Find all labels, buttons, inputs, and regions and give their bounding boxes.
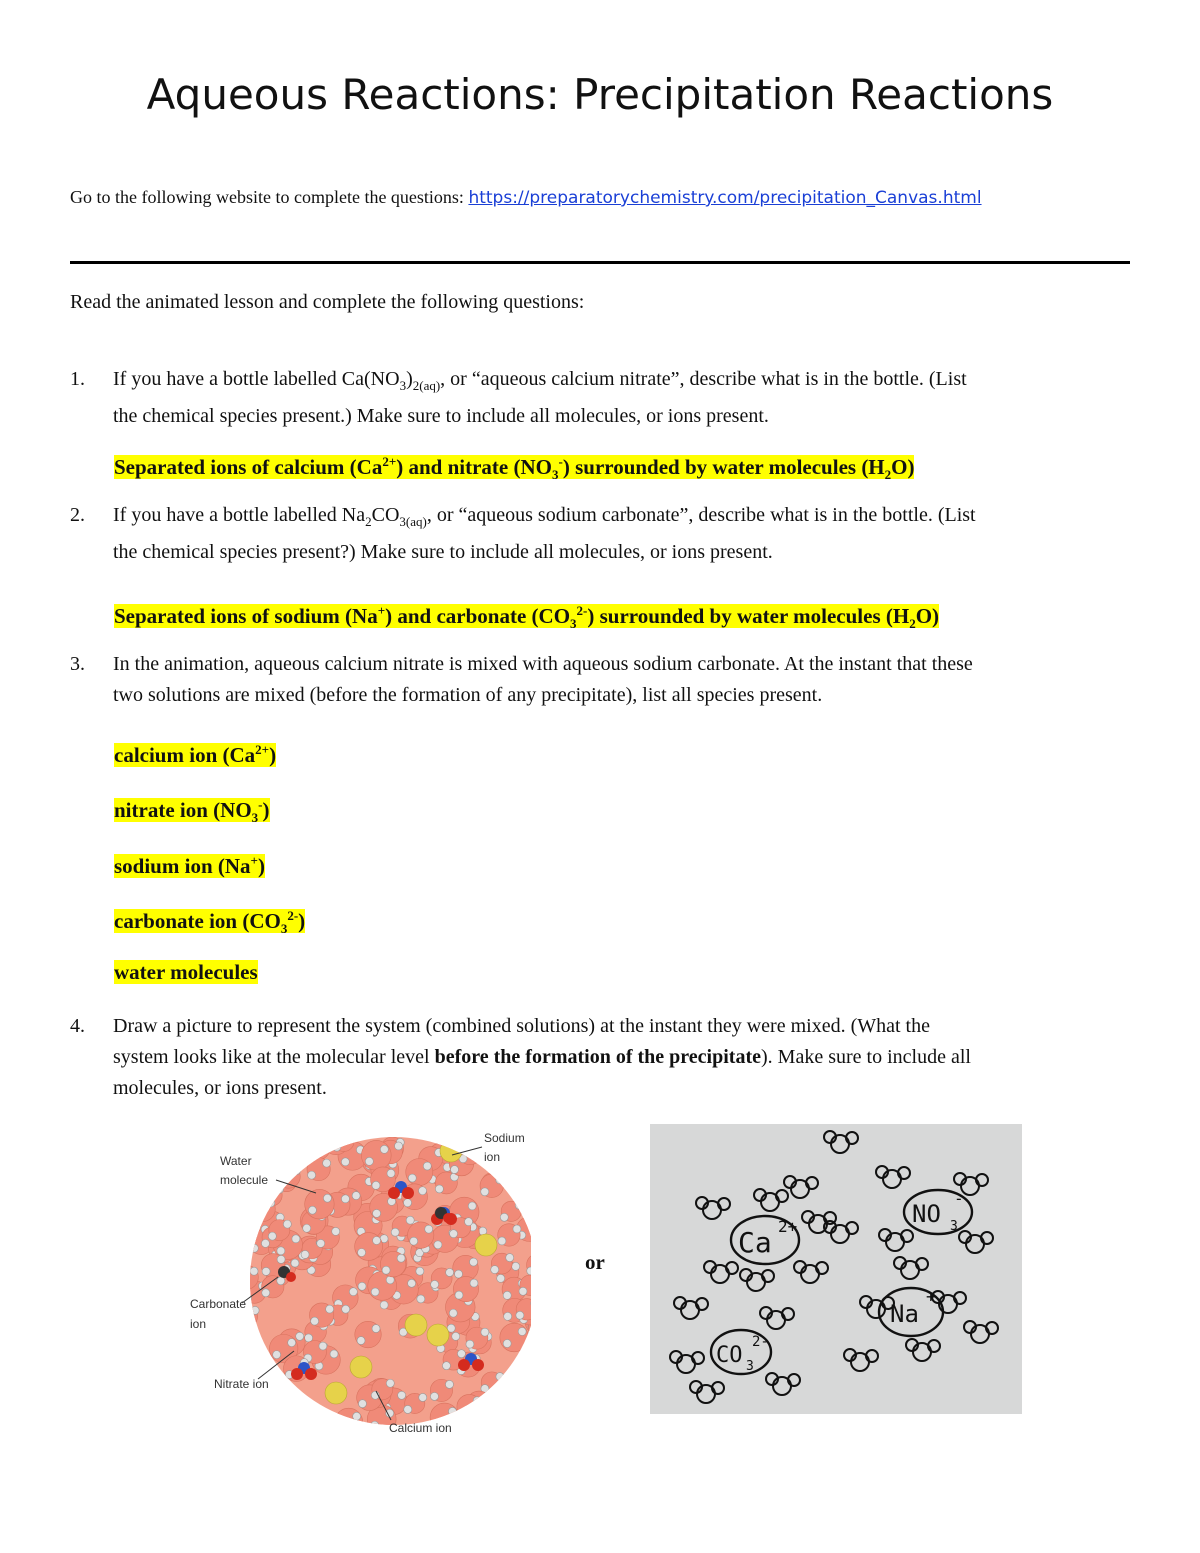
hydrogen-atom: [260, 1197, 268, 1205]
hydrogen-atom: [435, 1185, 443, 1193]
hydrogen-atom: [252, 1211, 260, 1219]
hydrogen-atom: [271, 1401, 279, 1409]
hydrogen-atom: [236, 1318, 244, 1326]
nitrate-charge: -: [954, 1189, 964, 1208]
sodium-ion: [440, 1140, 462, 1162]
hydrogen-atom: [512, 1262, 520, 1270]
hydrogen-atom: [455, 1270, 463, 1278]
hydrogen-atom: [430, 1392, 438, 1400]
hydrogen-atom: [236, 1425, 244, 1433]
hydrogen-atom: [519, 1287, 527, 1295]
hydrogen-atom: [515, 1201, 523, 1209]
hydrogen-atom: [319, 1135, 327, 1143]
q3-answer-nitrate: nitrate ion $(NO_3^-)$: [114, 797, 270, 826]
hydrogen-atom: [293, 1167, 301, 1175]
hydrogen-atom: [371, 1421, 379, 1429]
hydrogen-atom: [404, 1405, 412, 1413]
hydrogen-atom: [417, 1295, 425, 1303]
hydrogen-atom: [380, 1301, 388, 1309]
hydrogen-atom: [308, 1171, 316, 1179]
nitrate-subscript: 3: [950, 1219, 958, 1234]
hydrogen-atom: [265, 1401, 273, 1409]
q1-text: If you have a bottle labelled $Ca(NO_3)_{2(aq)}$, or “aqueous calcium nitrate”, describe what is in the bottle. (List the chemical species present.) Make sure to include all molecules, or ions present.: [113, 368, 967, 427]
hydrogen-atom: [496, 1176, 504, 1184]
hydrogen-atom: [513, 1225, 521, 1233]
hydrogen-atom: [259, 1141, 267, 1149]
or-text: or: [585, 1250, 605, 1274]
hydrogen-atom: [483, 1394, 491, 1402]
hydrogen-atom: [308, 1206, 316, 1214]
hydrogen-atom: [516, 1311, 524, 1319]
hydrogen-atom: [277, 1277, 285, 1285]
hydrogen-atom: [518, 1327, 526, 1335]
hydrogen-atom: [445, 1380, 453, 1388]
q3-answer-carbonate: carbonate ion $(CO_3^{2-})$: [114, 908, 306, 937]
hydrogen-atom: [292, 1235, 300, 1243]
instructions: Read the animated lesson and complete the following questions:: [70, 291, 585, 313]
water-molecule: [281, 1125, 309, 1148]
water-molecule: [261, 1185, 282, 1206]
hydrogen-atom: [283, 1220, 291, 1228]
hydrogen-atom: [274, 1397, 282, 1405]
hydrogen-atom: [373, 1209, 381, 1217]
carbonate-label-1: Carbonate: [190, 1297, 247, 1311]
water-molecule: [500, 1152, 524, 1176]
hydrogen-atom: [451, 1166, 459, 1174]
hydrogen-atom: [333, 1143, 341, 1151]
hydrogen-atom: [358, 1400, 366, 1408]
water-molecule: [361, 1140, 391, 1170]
nitrate-symbol: NO: [912, 1200, 941, 1228]
q1-answer: Separated ions of calcium $(Ca^{2+})$ and nitrate $(NO_3^-)$ surrounded by water molecules $(H_2O)$: [114, 454, 915, 483]
hydrogen-atom: [273, 1351, 281, 1359]
hydrogen-atom: [455, 1291, 463, 1299]
hydrogen-atom: [251, 1413, 259, 1421]
water-molecule: [246, 1396, 276, 1426]
water-molecule: [500, 1323, 529, 1352]
calcium-symbol: Ca: [738, 1226, 772, 1259]
hydrogen-atom: [387, 1169, 395, 1177]
hydrogen-atom: [446, 1268, 454, 1276]
hydrogen-atom: [237, 1359, 245, 1367]
hydrogen-atom: [261, 1239, 269, 1247]
sodium-ion: [405, 1314, 427, 1336]
hydrogen-atom: [449, 1309, 457, 1317]
q2-answer: Separated ions of sodium (Na+) and carbonate $(CO_3^{2-})$ surrounded by water molecules $(H_2O)$: [114, 603, 940, 632]
hydrogen-atom: [408, 1279, 416, 1287]
hydrogen-atom: [496, 1373, 504, 1381]
hydrogen-atom: [317, 1239, 325, 1247]
sodium-label-2: ion: [484, 1150, 501, 1164]
hydrogen-atom: [513, 1404, 521, 1412]
hydrogen-atom: [466, 1340, 474, 1348]
hydrogen-atom: [365, 1157, 373, 1165]
hydrogen-atom: [330, 1350, 338, 1358]
hydrogen-atom: [522, 1409, 530, 1417]
hydrogen-atom: [338, 1424, 346, 1432]
hydrogen-atom: [498, 1237, 506, 1245]
hydrogen-atom: [250, 1267, 258, 1275]
calcium-label: Calcium ion: [389, 1421, 452, 1435]
hydrogen-atom: [500, 1213, 508, 1221]
hydrogen-atom: [267, 1199, 275, 1207]
oxygen-atom: [291, 1368, 303, 1380]
water-molecule: [280, 1392, 306, 1418]
divider: [70, 261, 1130, 264]
sodium-ion: [475, 1234, 497, 1256]
intro-text: Go to the following website to complete the questions:: [70, 187, 469, 207]
hydrogen-atom: [353, 1412, 361, 1420]
hydrogen-atom: [311, 1317, 319, 1325]
hydrogen-atom: [372, 1181, 380, 1189]
water-molecule: [305, 1189, 334, 1218]
hydrogen-atom: [348, 1131, 356, 1139]
hydrogen-atom: [235, 1279, 243, 1287]
hydrogen-atom: [452, 1332, 460, 1340]
hydrogen-atom: [325, 1144, 333, 1152]
water-molecule: [318, 1125, 343, 1145]
water-molecule: [258, 1396, 280, 1418]
hand-drawn-diagram: [650, 1124, 1022, 1414]
intro-line: [70, 187, 982, 208]
hydrogen-atom: [262, 1267, 270, 1275]
hydrogen-atom: [284, 1136, 292, 1144]
hydrogen-atom: [242, 1231, 250, 1239]
hydrogen-atom: [299, 1125, 307, 1132]
hydrogen-atom: [358, 1282, 366, 1290]
water-molecule: [334, 1131, 355, 1152]
hydrogen-atom: [268, 1232, 276, 1240]
water-molecule: [277, 1165, 300, 1188]
hydrogen-atom: [341, 1195, 349, 1203]
hydrogen-atom: [258, 1395, 266, 1403]
oxygen-atom: [443, 1213, 453, 1223]
hydrogen-atom: [404, 1199, 412, 1207]
q2-text: If you have a bottle labelled $Na_2CO_{3(aq)}$, or “aqueous sodium carbonate”, describe what is in the bottle. (List the chemical species present?) Make sure to include all molecules, or ions present.: [113, 504, 976, 563]
hydrogen-atom: [408, 1174, 416, 1182]
hydrogen-atom: [262, 1289, 270, 1297]
hydrogen-atom: [481, 1328, 489, 1336]
water-molecule: [268, 1386, 295, 1413]
water-molecule: [234, 1410, 260, 1436]
hydrogen-atom: [474, 1143, 482, 1151]
hydrogen-atom: [431, 1280, 439, 1288]
carbonate-charge: 2-: [752, 1334, 769, 1350]
hydrogen-atom: [373, 1237, 381, 1245]
hydrogen-atom: [340, 1132, 348, 1140]
hydrogen-atom: [458, 1409, 466, 1417]
sodium-label-1: Sodium: [484, 1131, 525, 1145]
hydrogen-atom: [296, 1332, 304, 1340]
hydrogen-atom: [319, 1342, 327, 1350]
oxygen-atom: [388, 1187, 400, 1199]
water-molecule: [527, 1370, 531, 1398]
sodium-ion: [325, 1382, 347, 1404]
water-molecule: [258, 1127, 283, 1152]
hydrogen-atom: [501, 1166, 509, 1174]
q3-text: In the animation, aqueous calcium nitrate is mixed with aqueous sodium carbonate. At the instant that these two solutions are mixed (before the formation of any precipitate), list all species present.: [113, 653, 973, 706]
oxygen-atom: [402, 1187, 414, 1199]
hydrogen-atom: [504, 1312, 512, 1320]
hydrogen-atom: [406, 1216, 414, 1224]
hydrogen-atom: [416, 1267, 424, 1275]
sodium-ion: [427, 1324, 449, 1346]
water-molecule: [517, 1355, 531, 1384]
hydrogen-atom: [273, 1383, 281, 1391]
page-title: Aqueous Reactions: Precipitation Reactions: [146, 70, 1054, 119]
hydrogen-atom: [250, 1413, 258, 1421]
hydrogen-atom: [503, 1339, 511, 1347]
hydrogen-atom: [397, 1254, 405, 1262]
hydrogen-atom: [398, 1391, 406, 1399]
q4-number: 4.: [70, 1015, 85, 1037]
hydrogen-atom: [372, 1325, 380, 1333]
oxygen-atom: [286, 1272, 296, 1282]
sodium-charge: +: [926, 1287, 936, 1306]
hydrogen-atom: [260, 1155, 268, 1163]
hydrogen-atom: [240, 1368, 248, 1376]
hydrogen-atom: [521, 1371, 529, 1379]
hydrogen-atom: [303, 1224, 311, 1232]
water-molecule: [236, 1345, 261, 1370]
hydrogen-atom: [250, 1244, 258, 1252]
water-molecule: [239, 1354, 263, 1378]
hydrogen-atom: [529, 1386, 531, 1394]
hydrogen-atom: [468, 1406, 476, 1414]
oxygen-atom: [305, 1368, 317, 1380]
water-molecule: [497, 1402, 521, 1426]
q3-answer-water: water molecules: [114, 960, 258, 984]
hydrogen-atom: [391, 1228, 399, 1236]
hydrogen-atom: [251, 1306, 259, 1314]
hydrogen-atom: [410, 1237, 418, 1245]
hydrogen-atom: [297, 1395, 305, 1403]
hydrogen-atom: [252, 1347, 260, 1355]
hydrogen-atom: [322, 1138, 330, 1146]
hydrogen-atom: [491, 1266, 499, 1274]
hydrogen-atom: [386, 1379, 394, 1387]
carbonate-label-2: ion: [190, 1317, 207, 1331]
sodium-ion: [350, 1356, 372, 1378]
hydrogen-atom: [275, 1143, 283, 1151]
hydrogen-atom: [434, 1241, 442, 1249]
hydrogen-atom: [277, 1247, 285, 1255]
hydrogen-atom: [516, 1154, 524, 1162]
hydrogen-atom: [470, 1258, 478, 1266]
hydrogen-atom: [497, 1274, 505, 1282]
q2-number: 2.: [70, 504, 85, 526]
hydrogen-atom: [255, 1356, 263, 1364]
hydrogen-atom: [358, 1249, 366, 1257]
q1-number: 1.: [70, 368, 85, 390]
hydrogen-atom: [419, 1393, 427, 1401]
molecular-diagram: [186, 1125, 531, 1445]
hydrogen-atom: [419, 1187, 427, 1195]
hydrogen-atom: [470, 1279, 478, 1287]
hydrogen-atom: [274, 1129, 282, 1137]
hydrogen-atom: [473, 1397, 481, 1405]
hydrogen-atom: [291, 1259, 299, 1267]
water-molecule: [518, 1393, 531, 1422]
hydrogen-atom: [349, 1288, 357, 1296]
water-molecule: [514, 1359, 531, 1383]
hydrogen-atom: [448, 1407, 456, 1415]
hydrogen-atom: [465, 1218, 473, 1226]
carbonate-subscript: 3: [746, 1359, 754, 1374]
hydrogen-atom: [342, 1305, 350, 1313]
oxygen-atom: [472, 1359, 484, 1371]
water-label-1: Water: [220, 1154, 252, 1168]
hydrogen-atom: [498, 1416, 506, 1424]
hydrogen-atom: [326, 1305, 334, 1313]
q3-answer-sodium: sodium ion (Na+): [114, 853, 265, 878]
hydrogen-atom: [371, 1288, 379, 1296]
hydrogen-atom: [450, 1230, 458, 1238]
hydrogen-atom: [277, 1255, 285, 1263]
hydrogen-atom: [468, 1202, 476, 1210]
calcium-charge: 2+: [778, 1217, 798, 1236]
water-label-2: molecule: [220, 1173, 269, 1187]
hydrogen-atom: [530, 1361, 531, 1369]
nitrate-label: Nitrate ion: [214, 1377, 269, 1391]
hydrogen-atom: [457, 1350, 465, 1358]
hydrogen-atom: [301, 1250, 309, 1258]
hydrogen-atom: [506, 1254, 514, 1262]
hydrogen-atom: [503, 1291, 511, 1299]
hydrogen-atom: [386, 1409, 394, 1417]
hydrogen-atom: [259, 1409, 267, 1417]
oxygen-atom: [458, 1359, 470, 1371]
hydrogen-atom: [395, 1142, 403, 1150]
water-molecule: [306, 1136, 330, 1160]
hydrogen-atom: [352, 1192, 360, 1200]
hydrogen-atom: [237, 1241, 245, 1249]
water-molecule: [260, 1142, 282, 1164]
q3-answer-calcium: calcium ion $(Ca^{2+})$: [114, 742, 277, 767]
lesson-link[interactable]: https://preparatorychemistry.com/precipitation_Canvas.html: [468, 188, 982, 208]
hydrogen-atom: [481, 1188, 489, 1196]
q4-text: Draw a picture to represent the system (combined solutions) at the instant they were mixed. (What the system looks like at the molecular level before the formation of the precipitate). Make sure to include all molecules, or ions present.: [113, 1015, 971, 1099]
hydrogen-atom: [380, 1145, 388, 1153]
hydrogen-atom: [423, 1162, 431, 1170]
hydrogen-atom: [425, 1225, 433, 1233]
q3-number: 3.: [70, 653, 85, 675]
hydrogen-atom: [334, 1125, 342, 1131]
hydrogen-atom: [341, 1158, 349, 1166]
hydrogen-atom: [357, 1337, 365, 1345]
sodium-symbol: Na: [890, 1300, 919, 1328]
hydrogen-atom: [282, 1407, 290, 1415]
hydrogen-atom: [323, 1159, 331, 1167]
hydrogen-atom: [275, 1185, 283, 1193]
hydrogen-atom: [305, 1334, 313, 1342]
hydrogen-atom: [275, 1171, 283, 1179]
hydrogen-atom: [442, 1362, 450, 1370]
carbonate-symbol: CO: [716, 1343, 743, 1368]
hydrogen-atom: [288, 1339, 296, 1347]
hydrogen-atom: [515, 1373, 523, 1381]
hydrogen-atom: [382, 1266, 390, 1274]
water-molecule: [250, 1197, 275, 1222]
hydrogen-atom: [323, 1194, 331, 1202]
hydrogen-atom: [286, 1389, 294, 1397]
hydrogen-atom: [496, 1173, 504, 1181]
hydrogen-atom: [332, 1227, 340, 1235]
hydrogen-atom: [307, 1150, 315, 1158]
